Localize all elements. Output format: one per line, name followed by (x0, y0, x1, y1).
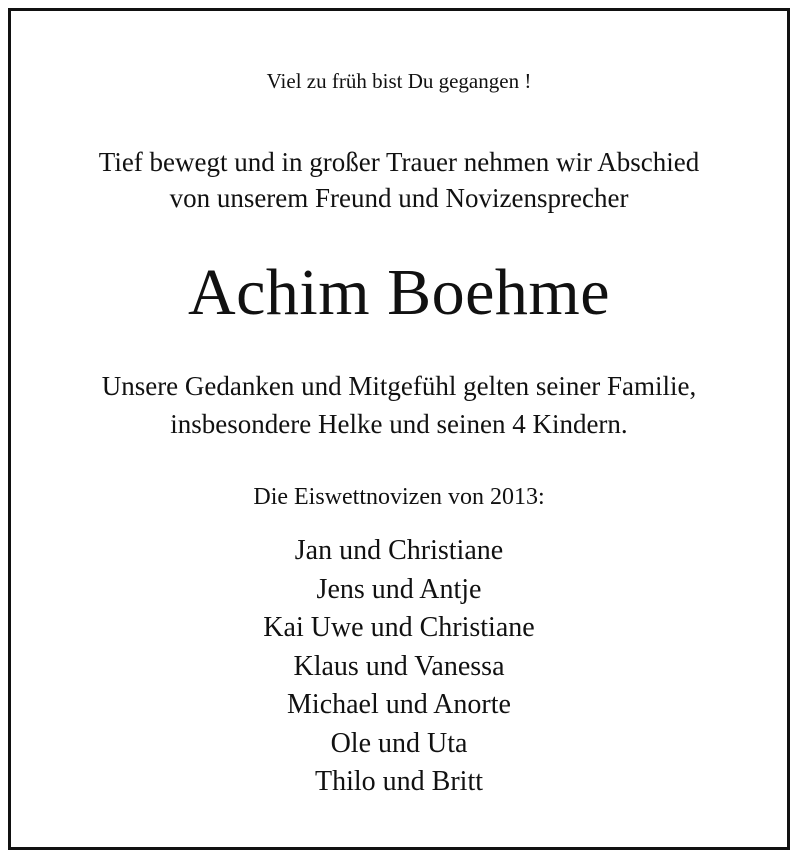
condolence-line: Unsere Gedanken und Mitgefühl gelten seiner Familie, (101, 371, 697, 401)
obituary-notice (8, 8, 790, 850)
member-entry: Kai Uwe und Christiane (263, 612, 535, 643)
signoff-line: Die Eiswettnovizen von 2013: (253, 484, 545, 510)
member-entry: Michael und Anorte (287, 689, 511, 720)
condolence-text (11, 367, 787, 443)
member-entry: Ole und Uta (330, 727, 468, 759)
motto-line: Viel zu früh bist Du gegangen ! (266, 69, 532, 93)
member-entry: Jan und Christiane (294, 535, 504, 566)
member-entry: Thilo und Britt (315, 766, 483, 797)
deceased-name: Achim Boehme (187, 256, 611, 329)
intro-line: von unserem Freund und Novizensprecher (169, 183, 629, 213)
intro-line: Tief bewegt und in großer Trauer nehmen wir Abschied (98, 147, 700, 177)
intro-text (11, 144, 787, 216)
condolence-line: insbesondere Helke und seinen 4 Kindern. (170, 409, 628, 439)
member-entry: Jens und Antje (316, 573, 482, 605)
member-list (11, 532, 787, 802)
member-entry: Klaus und Vanessa (293, 650, 505, 682)
